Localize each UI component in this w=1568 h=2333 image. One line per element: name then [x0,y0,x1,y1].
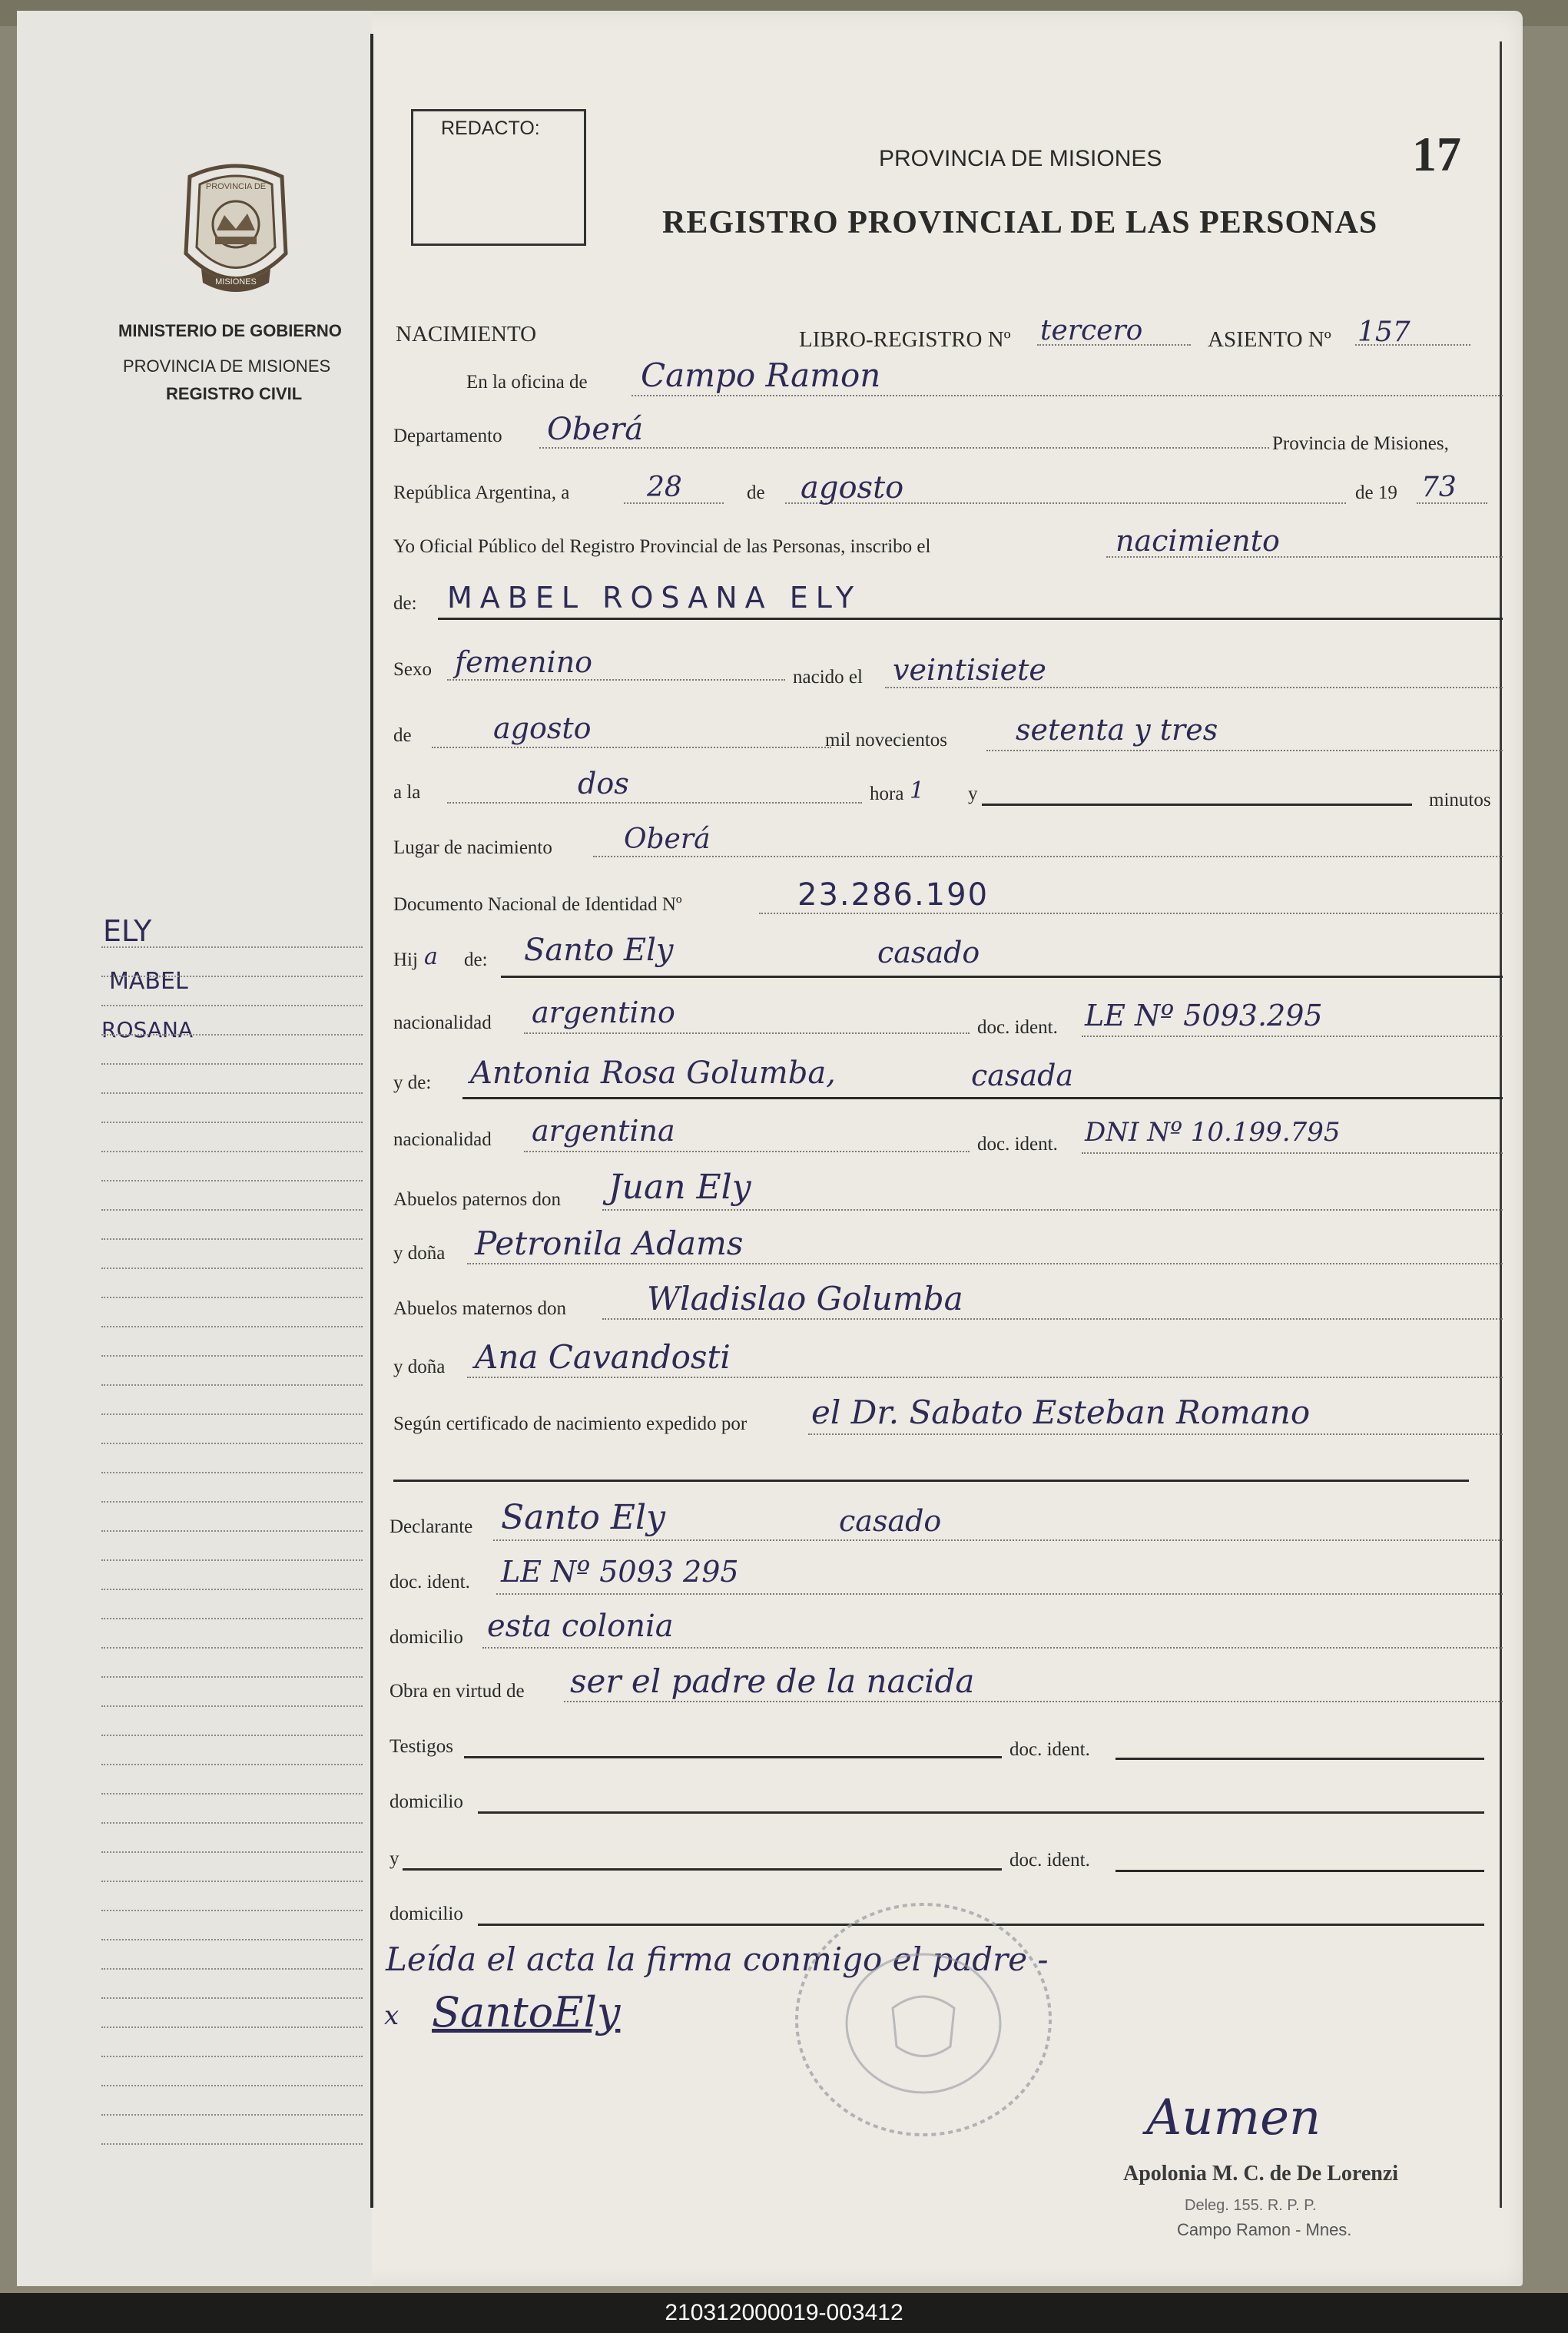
value-dni: 23.286.190 [797,877,990,913]
value-abuelo-materno: Wladislao Golumba [647,1280,963,1317]
value-padre: Santo Ely [524,933,674,968]
stamp-official-name: Apolonia M. C. de De Lorenzi [1123,2162,1399,2186]
label-doc-madre: doc. ident. [977,1134,1058,1155]
redacto-box [411,109,586,246]
margin-ruled-line [101,1443,363,1444]
value-mes-nac: agosto [493,711,592,745]
stamp-location: Campo Ramon - Mnes. [1177,2220,1352,2239]
value-libro: tercero [1040,315,1143,346]
label-asiento: ASIENTO Nº [1208,327,1331,352]
label-domicilio-declarante: domicilio [390,1627,463,1648]
label-de-padre: de: [464,949,488,970]
margin-ruled-line [101,1413,363,1415]
header-provincia: PROVINCIA DE MISIONES [879,146,1162,171]
margin-ruled-line [101,1559,363,1561]
value-madre-estado: casada [971,1059,1074,1092]
margin-ruled-line [101,1092,363,1094]
margin-ruled-line [101,1180,363,1181]
value-padre-estado: casado [877,936,980,969]
value-doc-declarante: LE Nº 5093 295 [501,1555,739,1589]
value-abuelo-paterno: Juan Ely [608,1168,751,1207]
margin-ruled-line [101,2114,363,2116]
margin-ruled-line [101,946,363,948]
value-lugar: Oberá [624,824,711,855]
left-margin-column [17,11,372,2286]
value-anio-nac: setenta y tres [1016,713,1218,747]
margin-ruled-line [101,1209,363,1211]
label-a-la: a la [393,782,421,803]
margin-ruled-line [101,1968,363,1970]
label-obra: Obra en virtud de [390,1681,525,1702]
margin-ruled-line [101,1851,363,1853]
margin-ruled-line [101,1326,363,1327]
value-nacionalidad-padre: argentino [532,996,675,1029]
margin-ruled-line [101,1355,363,1357]
margin-ruled-line [101,1997,363,1999]
value-abuela-materna: Ana Cavandosti [475,1338,731,1376]
label-nacido-el: nacido el [793,667,863,688]
label-y-dona-materna: y doña [393,1357,446,1377]
margin-ruled-line [101,1151,363,1152]
margin-ruled-line [101,1501,363,1503]
value-segun: el Dr. Sabato Esteban Romano [811,1394,1311,1431]
label-hij: Hij [393,949,418,970]
value-asiento: 157 [1357,316,1411,348]
label-y-minutos: y [968,784,978,804]
value-declarante-estado: casado [839,1504,942,1538]
label-abuelos-paternos: Abuelos paternos don [393,1189,562,1210]
value-nombre: MABEL ROSANA ELY [447,581,862,615]
label-y-testigo-2: y [390,1848,399,1869]
label-de-19: de 19 [1355,482,1397,503]
margin-ruled-line [101,1647,363,1649]
margin-ruled-line [101,1297,363,1298]
value-nacionalidad-madre: argentina [532,1114,675,1148]
margin-ruled-line [101,1530,363,1532]
value-oficina: Campo Ramon [641,356,881,394]
value-doc-madre: DNI Nº 10.199.795 [1085,1117,1341,1148]
label-nacimiento: NACIMIENTO [396,322,537,346]
seal-text-top: PROVINCIA DE [205,182,267,191]
label-lugar: Lugar de nacimiento [393,837,552,858]
ministry-line-3: REGISTRO CIVIL [166,384,303,403]
ministry-line-2: PROVINCIA DE MISIONES [123,356,331,376]
page-number: 17 [1412,127,1461,181]
margin-ruled-line [101,1822,363,1824]
margin-ruled-line [101,1063,363,1065]
label-declarante: Declarante [390,1516,473,1537]
vertical-rule-right [1500,41,1502,2208]
margin-ruled-line [101,1939,363,1940]
value-domicilio-declarante: esta colonia [487,1609,674,1644]
value-abuela-paterna: Petronila Adams [475,1224,744,1262]
label-doc-testigo-2: doc. ident. [1009,1850,1090,1871]
margin-ruled-line [101,1910,363,1911]
label-y-dona-paterna: y doña [393,1243,446,1264]
value-sexo: femenino [455,645,593,679]
image-caption: 210312000019-003412 [0,2293,1568,2333]
official-signature: Aumen [1146,2089,1321,2146]
declarant-signature: SantoEly [432,1988,621,2036]
label-departamento: Departamento [393,426,502,446]
value-hora-texto: dos [578,767,629,800]
value-nacido-el: veintisiete [893,653,1046,687]
value-hij-suffix: a [424,943,438,970]
margin-ruled-line [101,2056,363,2057]
value-declarante: Santo Ely [501,1498,665,1537]
value-departamento: Oberá [547,412,644,447]
margin-ruled-line [101,1589,363,1590]
margin-ruled-line [101,1793,363,1794]
label-testigos: Testigos [390,1736,453,1757]
value-obra: ser el padre de la nacida [570,1662,975,1700]
vertical-rule-left [370,34,373,2208]
label-nacionalidad-madre: nacionalidad [393,1129,492,1150]
stamp-delegation: Deleg. 155. R. P. P. [1185,2197,1317,2214]
margin-name-second: ROSANA [101,1017,194,1042]
closing-note: Leída el acta la firma conmigo el padre - [386,1940,1049,1978]
margin-ruled-line [101,1676,363,1678]
value-mes: agosto [801,470,904,505]
value-hora-num: 1 [910,777,925,804]
label-abuelos-maternos: Abuelos maternos don [393,1298,566,1319]
margin-ruled-line [101,1764,363,1765]
margin-ruled-line [101,1034,363,1036]
margin-ruled-line [101,1005,363,1006]
margin-ruled-line [101,1735,363,1736]
value-anio: 73 [1421,472,1457,503]
label-doc-declarante: doc. ident. [390,1572,470,1592]
margin-ruled-line [101,976,363,977]
margin-name-first: MABEL [109,968,188,995]
label-nacionalidad-padre: nacionalidad [393,1012,492,1033]
label-de-mes-nac: de [393,725,412,746]
label-de-nombre: de: [393,593,417,614]
value-dia: 28 [647,472,682,503]
ministry-line-1: MINISTERIO DE GOBIERNO [118,321,342,340]
header-registro: REGISTRO PROVINCIAL DE LAS PERSONAS [662,205,1378,240]
label-doc-padre: doc. ident. [977,1017,1058,1038]
label-minutos: minutos [1429,790,1491,810]
value-doc-padre: LE Nº 5093.295 [1085,999,1323,1032]
label-mil-novecientos: mil novecientos [825,730,947,751]
seal-text-bottom: MISIONES [215,277,257,287]
label-de-mes: de [747,482,765,503]
margin-ruled-line [101,1472,363,1473]
label-libro: LIBRO-REGISTRO Nº [799,327,1011,352]
label-doc-testigo-1: doc. ident. [1009,1739,1090,1760]
label-yo-oficial: Yo Oficial Público del Registro Provincial de las Personas, inscribo el [393,536,931,557]
margin-name-surname: ELY [103,914,152,948]
label-dni: Documento Nacional de Identidad Nº [393,894,682,915]
margin-ruled-line [101,1384,363,1386]
redacto-label: REDACTO: [441,118,540,139]
margin-ruled-line [101,2026,363,2028]
label-provincia-misiones: Provincia de Misiones, [1272,433,1449,454]
label-segun: Según certificado de nacimiento expedido por [393,1413,748,1434]
margin-ruled-line [101,1705,363,1707]
margin-ruled-line [101,1268,363,1269]
coat-of-arms-seal [178,161,293,298]
margin-ruled-line [101,2143,363,2145]
label-domicilio-testigo-2: domicilio [390,1904,463,1924]
label-sexo: Sexo [393,659,432,680]
margin-ruled-line [101,1238,363,1240]
signature-x: x [384,2000,399,2031]
label-oficina: En la oficina de [466,372,588,393]
margin-ruled-line [101,1618,363,1619]
register-page [17,11,1523,2286]
value-inscribo: nacimiento [1116,524,1280,558]
margin-ruled-line [101,1881,363,1882]
label-republica: República Argentina, a [393,482,570,503]
label-y-de-madre: y de: [393,1072,432,1093]
margin-ruled-line [101,2085,363,2086]
label-domicilio-testigo-1: domicilio [390,1791,463,1812]
margin-ruled-line [101,1122,363,1123]
official-round-stamp [785,1893,1062,2146]
label-hora: hora [870,784,904,804]
value-madre: Antonia Rosa Golumba, [470,1055,836,1091]
